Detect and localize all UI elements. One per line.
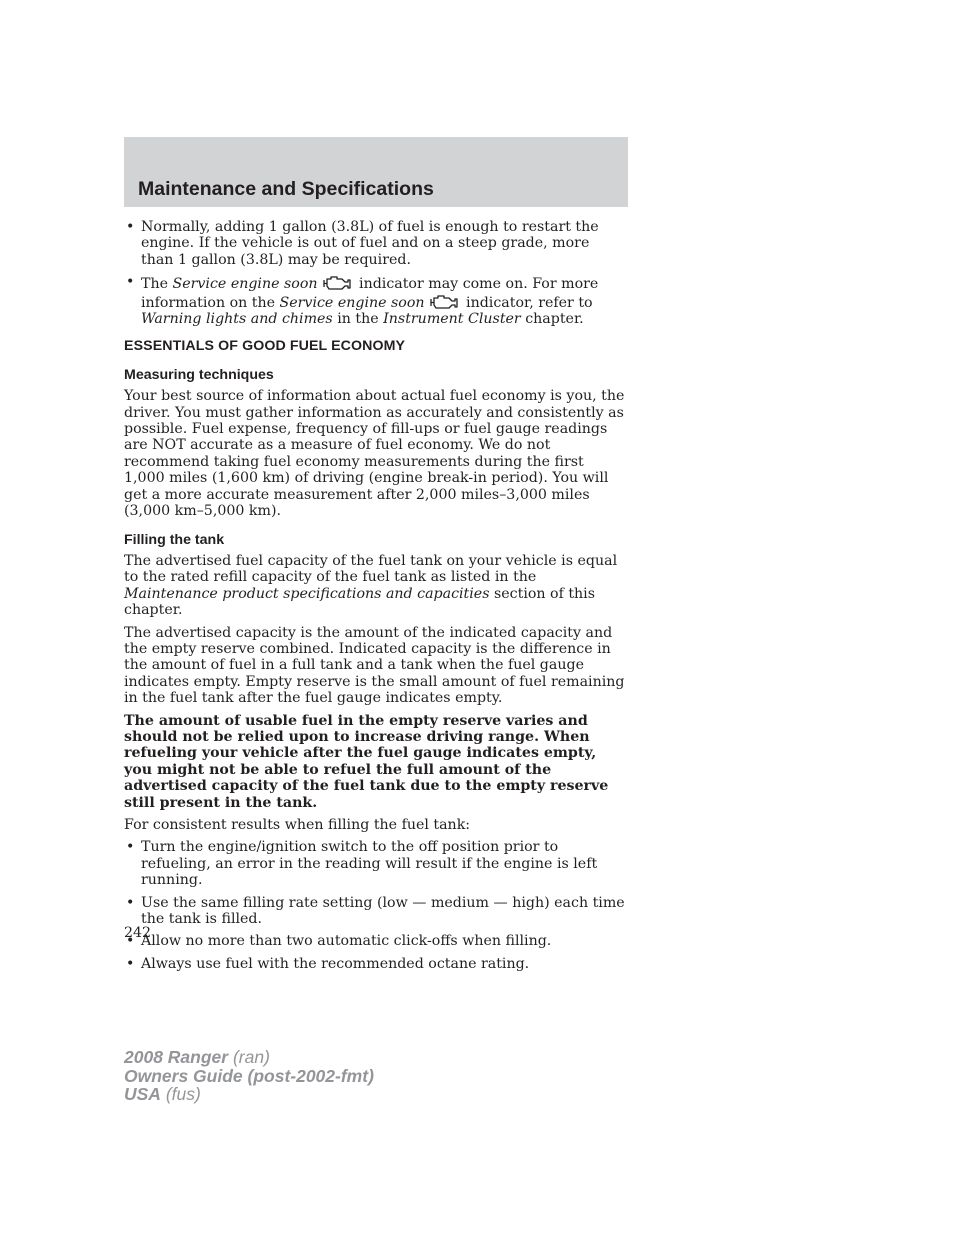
footer-line-guide: Owners Guide (post-2002-fmt) bbox=[124, 1065, 374, 1086]
list-item-indicator: • The Service engine soon indicator may come on. For more information on the Service engine soon indicator, refer to Warning lights and chimes in the Instrument Cluster chapter. bbox=[124, 274, 626, 327]
document-footer bbox=[124, 1048, 374, 1104]
list-item: • Use the same filling rate setting (low — medium — high) each time the tank is filled. bbox=[124, 895, 626, 928]
list-item: • Turn the engine/ignition switch to the off position prior to refueling, an error in the reading will result if the engine is left running. bbox=[124, 839, 626, 888]
page-number: 242 bbox=[124, 925, 152, 941]
page-content bbox=[124, 219, 626, 978]
list-item: • Normally, adding 1 gallon (3.8L) of fuel is enough to restart the engine. If the vehicle is out of fuel and on a steep grade, more than 1 gallon (3.8L) may be required. bbox=[124, 219, 626, 268]
engine-icon bbox=[429, 293, 459, 311]
paragraph-measuring: Your best source of information about actual fuel economy is you, the driver. You must gather information as accurately and consistently as possible. Fuel expense, frequency of fill-ups or fuel gauge readings are NOT accurate as a measure of fuel economy. We do not recommend taking fuel economy measurements during the first 1,000 miles (1,600 km) of driving (engine break-in period). You will get a more accurate measurement after 2,000 miles–3,000 miles (3,000 km–5,000 km). bbox=[124, 388, 625, 520]
paragraph-capacity: The advertised fuel capacity of the fuel tank on your vehicle is equal to the rated refill capacity of the fuel tank as listed in the Maintenance product specifications and capacities section of this chapter. bbox=[124, 552, 618, 619]
paragraph-lead: For consistent results when filling the fuel tank: bbox=[124, 817, 471, 833]
engine-icon bbox=[322, 274, 352, 292]
footer-line-market: USA (fus) bbox=[124, 1084, 201, 1105]
filling-bullet-list bbox=[124, 839, 626, 972]
list-item: • Always use fuel with the recommended octane rating. bbox=[124, 956, 626, 972]
intro-bullet-list bbox=[124, 219, 626, 327]
list-item: • Allow no more than two automatic click-offs when filling. bbox=[124, 933, 626, 949]
subheading-measuring: Measuring techniques bbox=[124, 366, 274, 383]
section-title: Maintenance and Specifications bbox=[138, 178, 434, 200]
section-heading: ESSENTIALS OF GOOD FUEL ECONOMY bbox=[124, 338, 406, 355]
footer-line-model: 2008 Ranger (ran) bbox=[124, 1047, 270, 1067]
paragraph-advertised-capacity: The advertised capacity is the amount of the indicated capacity and the empty reserve combined. Indicated capacity is the difference in the amount of fuel in a full tank and a tank when the fuel gauge indicates empty. Empty reserve is the small amount of fuel remaining in the fuel tank after the fuel gauge indicates empty. bbox=[124, 624, 625, 707]
subheading-filling: Filling the tank bbox=[124, 531, 225, 548]
warning-paragraph: The amount of usable fuel in the empty reserve varies and should not be relied upon to increase driving range. When refueling your vehicle after the fuel gauge indicates empty, you might not be able to refuel the full amount of the advertised capacity of the fuel tank due to the empty reserve still present in the tank. bbox=[124, 712, 609, 811]
section-header-band bbox=[124, 137, 628, 207]
